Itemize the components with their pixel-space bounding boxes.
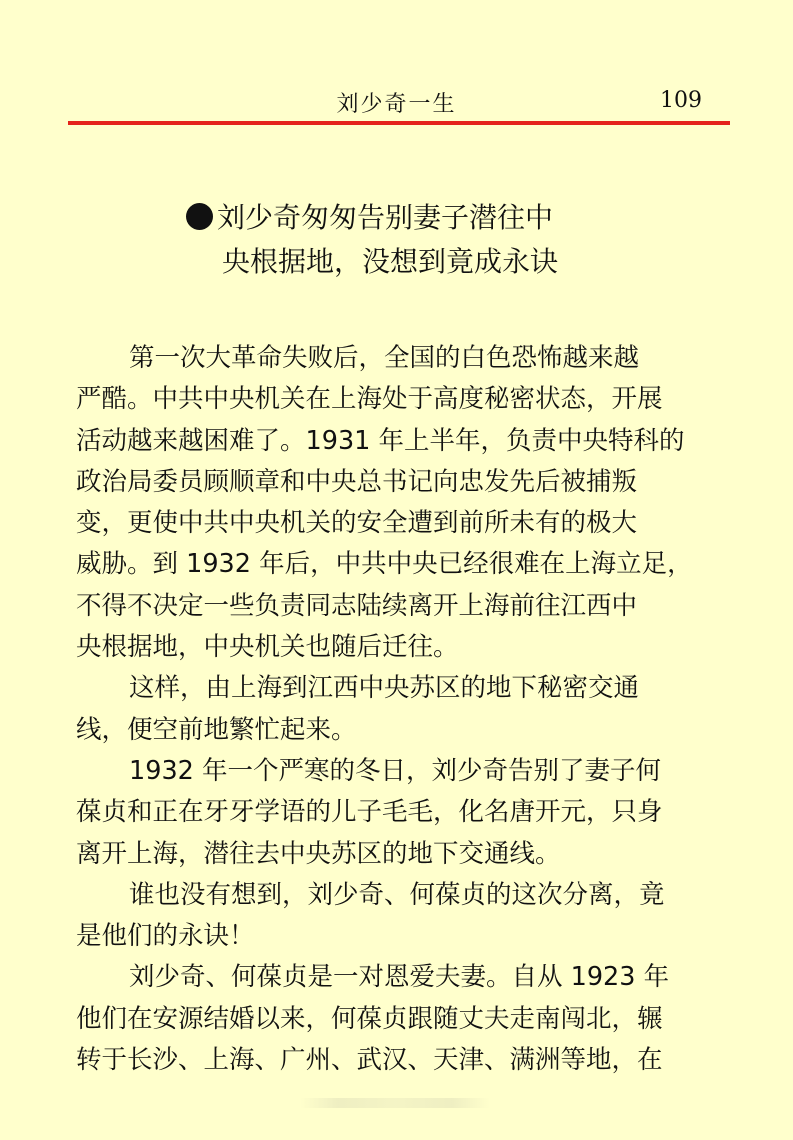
header-rule <box>68 121 730 125</box>
text-line: 线，便空前地繁忙起来。 <box>76 714 357 745</box>
text-line: 活动越来越困难了。1931 年上半年，负责中央特科的 <box>76 425 685 456</box>
filled-circle-bullet-icon <box>186 203 213 230</box>
text-line: 他们在安源结婚以来，何葆贞跟随丈夫走南闯北，辗 <box>76 1003 663 1034</box>
text-line: 第一次大革命失败后，全国的白色恐怖越来越 <box>129 343 640 373</box>
text-line: 谁也没有想到，刘少奇、何葆贞的这次分离，竟 <box>129 879 665 910</box>
text-line: 这样，由上海到江西中央苏区的地下秘密交通 <box>129 673 640 704</box>
text-line: 政治局委员顾顺章和中央总书记向忠发先后被捕叛 <box>76 466 638 497</box>
text-line: 离开上海，潜往去中央苏区的地下交通线。 <box>76 838 561 869</box>
text-line: 变，更使中共中央机关的安全遭到前所未有的极大 <box>76 508 638 539</box>
text-line: 刘少奇、何葆贞是一对恩爱夫妻。自从 1923 年 <box>129 962 670 993</box>
text-line: 威胁。到 1932 年后，中共中央已经很难在上海立足， <box>76 549 693 580</box>
text-line: 不得不决定一些负责同志陆续离开上海前往江西中 <box>76 590 638 621</box>
text-line: 央根据地，中央机关也随后迁往。 <box>76 632 459 663</box>
body-text <box>76 338 726 1081</box>
text-line: 转于长沙、上海、广州、武汉、天津、满洲等地，在 <box>76 1045 663 1076</box>
bottom-scan-smudge <box>300 1098 490 1108</box>
text-line: 1932 年一个严寒的冬日，刘少奇告别了妻子何 <box>129 755 662 786</box>
text-line: 是他们的永诀！ <box>76 921 255 952</box>
running-header-title: 刘少奇一生 <box>336 92 457 117</box>
chapter-title-part-1: 刘少奇匆匆告别妻子潜往中 <box>217 201 554 234</box>
text-line: 葆贞和正在牙牙学语的儿子毛毛，化名唐开元，只身 <box>76 797 663 828</box>
chapter-heading-line-1 <box>186 196 646 240</box>
chapter-title-part-2: 央根据地，没想到竟成永诀 <box>222 245 559 278</box>
text-line: 严酷。中共中央机关在上海处于高度秘密状态，开展 <box>76 384 663 415</box>
page-number: 109 <box>660 88 702 113</box>
chapter-heading <box>186 196 646 284</box>
